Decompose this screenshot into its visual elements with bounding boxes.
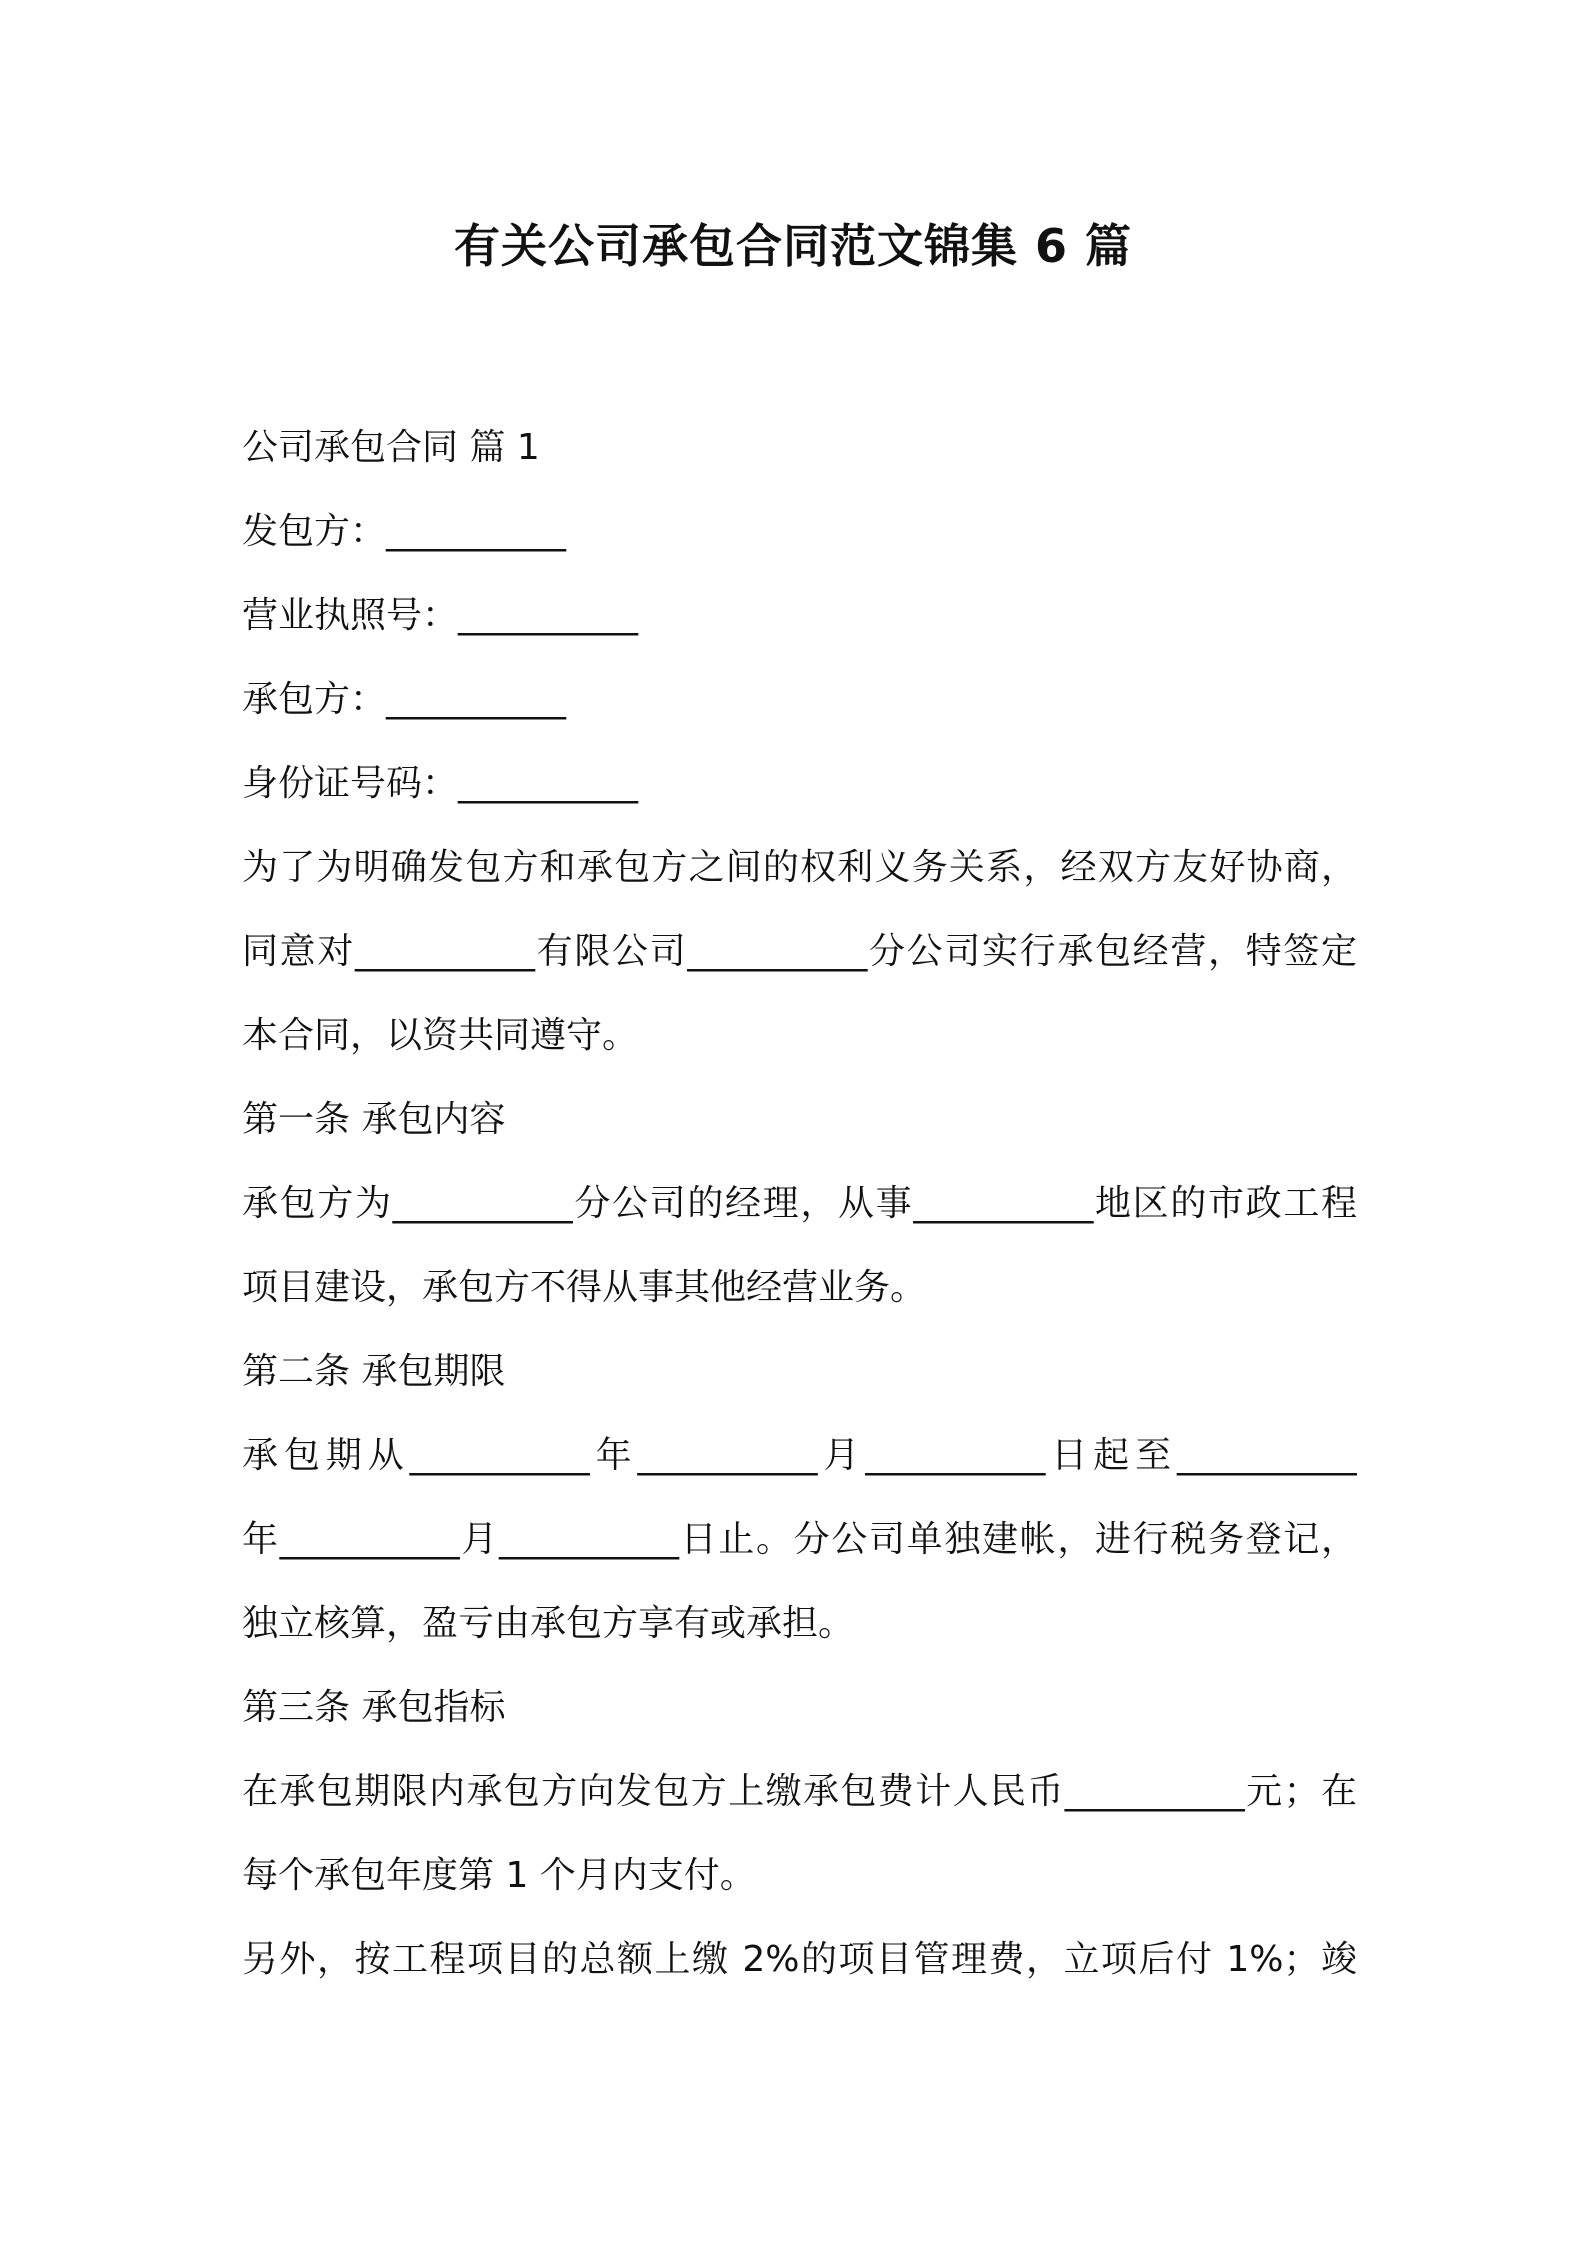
paragraph-line: 独立核算，盈亏由承包方享有或承担。 xyxy=(242,1603,855,1644)
field-line: 营业执照号：__________ xyxy=(242,595,639,636)
paragraph-line: 本合同，以资共同遵守。 xyxy=(242,1015,639,1056)
article-heading: 第二条 承包期限 xyxy=(242,1351,506,1392)
section-heading: 公司承包合同 篇 1 xyxy=(242,427,540,468)
paragraph-line: 每个承包年度第 1 个月内支付。 xyxy=(242,1855,756,1896)
paragraph-line: 为了为明确发包方和承包方之间的权利义务关系，经双方友好协商， xyxy=(242,847,1357,888)
field-line: 承包方：__________ xyxy=(242,679,567,720)
field-line: 发包方：__________ xyxy=(242,511,567,552)
paragraph-line: 项目建设，承包方不得从事其他经营业务。 xyxy=(242,1267,927,1308)
paragraph-line: 承包方为__________分公司的经理，从事__________地区的市政工程 xyxy=(242,1183,1357,1224)
document-body xyxy=(242,406,1357,2002)
paragraph-line: 在承包期限内承包方向发包方上缴承包费计人民币__________元；在 xyxy=(242,1771,1357,1812)
paragraph-line: 承包期从__________年__________月__________日起至__________ xyxy=(242,1435,1357,1476)
article-heading: 第一条 承包内容 xyxy=(242,1099,506,1140)
article-heading: 第三条 承包指标 xyxy=(242,1687,506,1728)
paragraph-line: 年__________月__________日止。分公司单独建帐，进行税务登记， xyxy=(242,1519,1357,1560)
field-line: 身份证号码：__________ xyxy=(242,763,639,804)
paragraph-line: 另外，按工程项目的总额上缴 2%的项目管理费，立项后付 1%；竣 xyxy=(242,1939,1357,1980)
paragraph-line: 同意对__________有限公司__________分公司实行承包经营，特签定 xyxy=(242,931,1357,972)
document-title: 有关公司承包合同范文锦集 6 篇 xyxy=(453,219,1133,273)
